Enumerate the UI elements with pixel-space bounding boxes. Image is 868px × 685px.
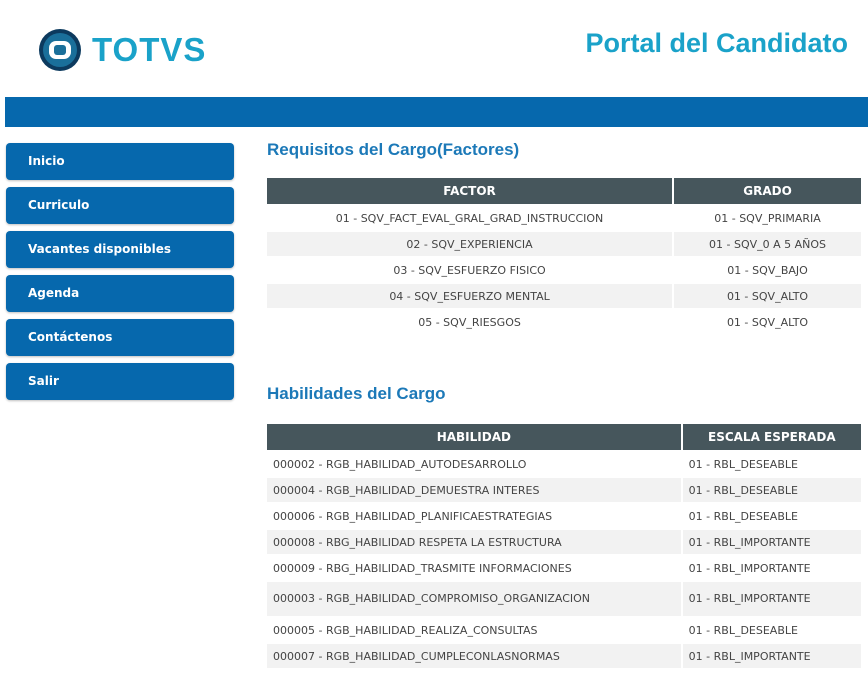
factor-cell: 04 - SQV_ESFUERZO MENTAL [267,284,672,308]
table-row [267,556,861,580]
sidebar-item-contactenos[interactable]: Contáctenos [6,319,234,356]
page-header [0,0,868,97]
habilidad-cell: 000008 - RBG_HABILIDAD RESPETA LA ESTRUCTURA [267,530,681,554]
habilidad-cell: 000004 - RGB_HABILIDAD_DEMUESTRA INTERES [267,478,681,502]
column-header-grado: GRADO [674,178,861,204]
escala-cell: 01 - RBL_DESEABLE [688,623,798,637]
requisitos-table [265,176,863,336]
grado-cell: 01 - SQV_ALTO [726,315,809,329]
grado-cell: 01 - SQV_PRIMARIA [714,211,821,225]
table-row [267,452,861,476]
habilidades-title: Habilidades del Cargo [267,384,446,403]
habilidad-cell: 000002 - RGB_HABILIDAD_AUTODESARROLLO [273,457,527,471]
sidebar-item-agenda[interactable]: Agenda [6,275,234,312]
escala-cell: 01 - RBL_DESEABLE [688,509,798,523]
requisitos-section [267,140,865,336]
table-row [267,618,861,642]
sidebar-menu [6,143,234,407]
escala-cell: 01 - RBL_IMPORTANTE [688,561,811,575]
table-row [267,232,861,256]
top-banner-bar [5,97,868,127]
table-row [267,582,861,616]
sidebar-item-inicio[interactable]: Inicio [6,143,234,180]
sidebar-item-curriculo[interactable]: Curriculo [6,187,234,224]
grado-cell: 01 - SQV_ALTO [674,284,861,308]
factor-cell: 01 - SQV_FACT_EVAL_GRAL_GRAD_INSTRUCCION [335,211,604,225]
column-header-habilidad: HABILIDAD [267,424,681,450]
escala-cell: 01 - RBL_IMPORTANTE [683,530,861,554]
table-row [267,530,861,554]
escala-cell: 01 - RBL_IMPORTANTE [683,644,861,668]
habilidad-cell: 000006 - RGB_HABILIDAD_PLANIFICAESTRATEGIAS [273,509,553,523]
habilidades-table [265,422,863,670]
table-row [267,644,861,668]
table-row [267,258,861,282]
table-row [267,310,861,334]
grado-cell: 01 - SQV_BAJO [727,263,808,277]
table-row [267,206,861,230]
column-header-escala: ESCALA ESPERADA [683,424,861,450]
sidebar-item-vacantes[interactable]: Vacantes disponibles [6,231,234,268]
escala-cell: 01 - RBL_IMPORTANTE [683,582,861,616]
totvs-logo-icon [38,28,82,72]
habilidad-cell: 000007 - RGB_HABILIDAD_CUMPLECONLASNORMAS [267,644,681,668]
logo-text: TOTVS [92,31,207,68]
table-row [267,504,861,528]
totvs-logo[interactable] [38,28,206,72]
table-row [267,478,861,502]
requisitos-title: Requisitos del Cargo(Factores) [267,140,520,159]
table-row [267,284,861,308]
factor-cell: 03 - SQV_ESFUERZO FISICO [393,263,546,277]
grado-cell: 01 - SQV_0 A 5 AÑOS [674,232,861,256]
habilidad-cell: 000005 - RGB_HABILIDAD_REALIZA_CONSULTAS [273,623,538,637]
column-header-factor: FACTOR [267,178,672,204]
escala-cell: 01 - RBL_DESEABLE [683,478,861,502]
habilidad-cell: 000009 - RBG_HABILIDAD_TRASMITE INFORMACIONES [273,561,572,575]
factor-cell: 05 - SQV_RIESGOS [418,315,521,329]
sidebar-item-salir[interactable]: Salir [6,363,234,400]
escala-cell: 01 - RBL_DESEABLE [688,457,798,471]
habilidades-section [267,384,865,670]
page-title: Portal del Candidato [585,28,848,58]
factor-cell: 02 - SQV_EXPERIENCIA [267,232,672,256]
habilidad-cell: 000003 - RGB_HABILIDAD_COMPROMISO_ORGANIZACION [267,582,681,616]
